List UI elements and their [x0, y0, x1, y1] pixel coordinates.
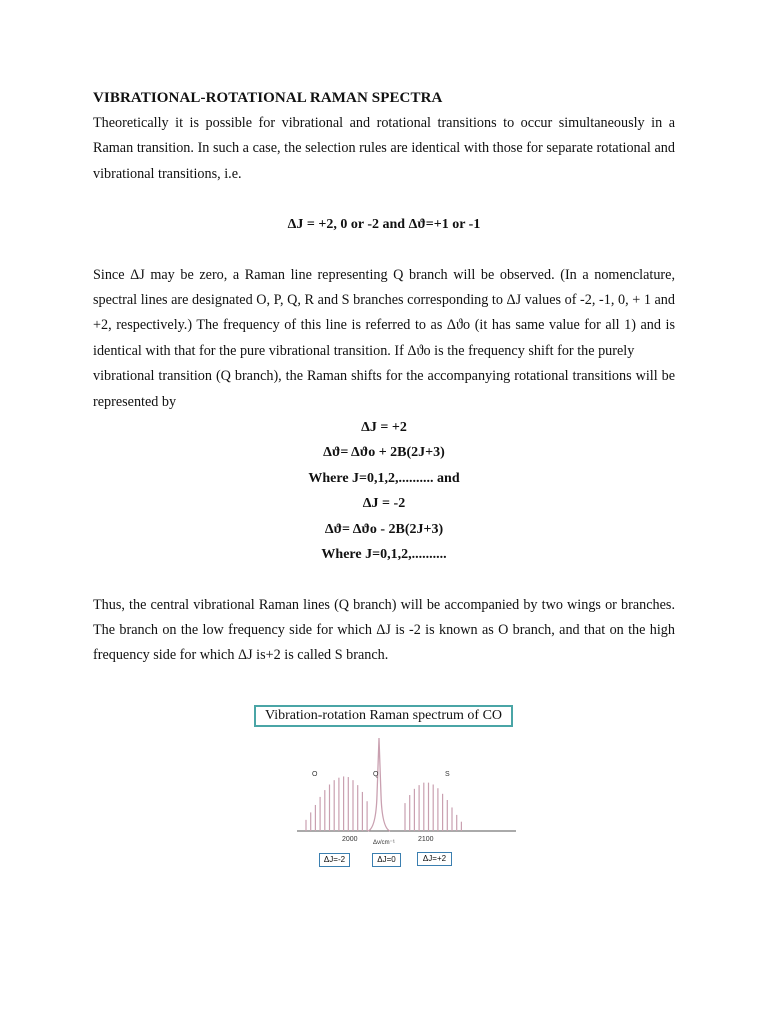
box-q-branch: ΔJ=0	[372, 853, 401, 867]
raman-spectrum-figure	[240, 700, 530, 910]
selection-rule: ΔJ = +2, 0 or -2 and Δϑ=+1 or -1	[287, 217, 481, 233]
document-body	[93, 86, 675, 669]
figure-title: Vibration-rotation Raman spectrum of CO	[254, 705, 513, 727]
spectrum-plot	[240, 700, 530, 910]
tick-label-2100: 2100	[418, 836, 434, 843]
paragraph-branches: Thus, the central vibrational Raman lines (Q branch) will be accompanied by two wings or branches. The branch on the low frequency side for which ΔJ is -2 is known as O branch, and that on the high frequency side for which ΔJ is+2 is called S branch.	[93, 596, 675, 664]
tick-label-2000: 2000	[342, 836, 358, 843]
equation-shift-minus: Δϑ= Δϑo - 2B(2J+3)	[324, 521, 444, 537]
q-branch-peak	[368, 738, 390, 831]
equation-shift-plus: Δϑ= Δϑo + 2B(2J+3)	[323, 445, 445, 461]
branch-q-label: Q	[373, 771, 379, 778]
axis-label: Δν/cm⁻¹	[373, 840, 395, 846]
paragraph-raman-shifts: vibrational transition (Q branch), the Raman shifts for the accompanying rotational transitions will be represented by	[93, 368, 675, 410]
box-o-branch: ΔJ=-2	[319, 853, 350, 867]
equation-delta-j-plus: ΔJ = +2	[361, 420, 407, 436]
equation-j-range-2: Where J=0,1,2,..........	[321, 547, 447, 563]
branch-s-label: S	[445, 771, 450, 778]
box-s-branch: ΔJ=+2	[417, 852, 452, 866]
paragraph-q-branch: Since ΔJ may be zero, a Raman line representing Q branch will be observed. (In a nomenclature, spectral lines are designated O, P, Q, R and S branches corresponding to ΔJ values of -2, -1, 0, + 1 and +2, respectively.) The frequency of this line is referred to as Δϑo (it has same value for all 1) and is identical with that for the pure vibrational transition. If Δϑo is the frequency shift for the purely	[93, 266, 675, 359]
branch-o-label: O	[312, 771, 318, 778]
equation-delta-j-minus: ΔJ = -2	[362, 496, 406, 512]
document-title: VIBRATIONAL-ROTATIONAL RAMAN SPECTRA	[93, 90, 443, 106]
paragraph-intro: Theoretically it is possible for vibrational and rotational transitions to occur simultaneously in a Raman transition. In such a case, the selection rules are identical with those for separate rotational and vibrational transitions, i.e.	[93, 115, 675, 182]
equation-j-range-1: Where J=0,1,2,.......... and	[308, 470, 460, 486]
